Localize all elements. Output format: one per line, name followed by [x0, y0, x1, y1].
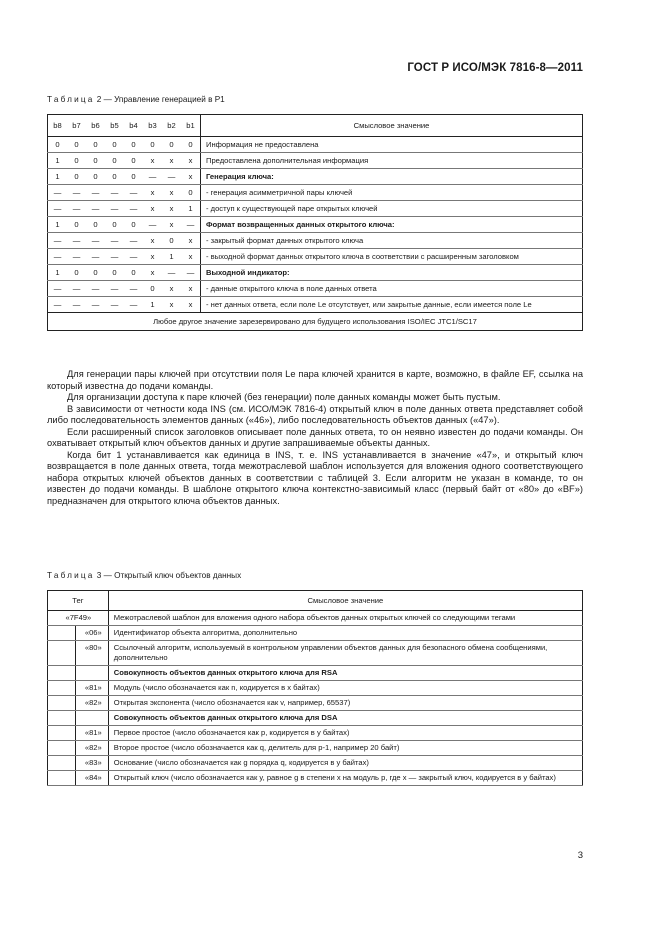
bit-cell: x	[143, 265, 162, 281]
bit-cell: —	[53, 300, 62, 309]
bit-cell: x	[162, 281, 181, 297]
control-table	[47, 114, 583, 331]
table-row	[48, 741, 583, 756]
table-row	[48, 169, 583, 185]
meaning-cell: Выходной индикатор:	[201, 265, 583, 281]
meaning-cell: - генерация асимметричной пары ключей	[201, 185, 583, 201]
bit-cell: 0	[86, 153, 105, 169]
bit-cell: 0	[86, 265, 105, 281]
bit-cell: —	[48, 281, 68, 297]
indent-spacer	[48, 681, 76, 696]
bit-cell: —	[67, 201, 86, 217]
bit-cell: 0	[124, 217, 143, 233]
meaning-cell: Совокупность объектов данных открытого ключа для RSA	[108, 666, 582, 681]
bit-cell: —	[105, 201, 124, 217]
indent-spacer	[48, 756, 76, 771]
paragraph: Когда бит 1 устанавливается как единица в INS, т. е. INS устанавливается в значение «47», и открытый ключ возвращается в поле данных ответа, тогда межотраслевой шаблон используется для вложения одного соответствующего набора открытых ключей объектов данных в соответствии с таблицей 3. Если алгоритм не указан в команде, то он известен до подачи команды. В шаблоне открытого ключа контекстно-зависимый класс (первый байт от «80» до «BF») предназначен для открытого ключа объектов данных.	[47, 449, 583, 506]
bit-cell: 0	[181, 137, 201, 153]
tag-cell: «82»	[76, 696, 109, 711]
meaning-cell: - закрытый формат данных открытого ключа	[201, 233, 583, 249]
bit-header: b4	[124, 115, 143, 137]
bit-cell: 0	[105, 217, 124, 233]
meaning-cell: Межотраслевой шаблон для вложения одного набора объектов данных открытых ключей со следующими тегами	[108, 611, 582, 626]
bit-cell: 0	[105, 169, 124, 185]
table-row	[48, 771, 583, 786]
bit-cell: —	[67, 185, 86, 201]
indent-spacer	[48, 696, 76, 711]
tag-cell: «81»	[76, 726, 109, 741]
bit-cell: —	[162, 265, 181, 281]
tag-cell: «81»	[76, 681, 109, 696]
bit-cell: —	[67, 281, 86, 297]
table2-caption-text: 2 — Управление генерацией в Р1	[96, 95, 225, 104]
bit-cell: 0	[86, 137, 105, 153]
bit-cell: 1	[181, 201, 201, 217]
bit-cell: —	[72, 300, 81, 309]
paragraph: Для организации доступа к паре ключей (без генерации) поле данных команды может быть пустым.	[67, 392, 501, 402]
meaning-cell: Основание (число обозначается как g порядка q, кодируется в y байтах)	[108, 756, 582, 771]
table3-caption-text: 3 — Открытый ключ объектов данных	[96, 571, 242, 580]
meaning-cell: Генерация ключа:	[201, 169, 583, 185]
table-row	[48, 666, 583, 681]
table-row	[48, 696, 583, 711]
tag-cell: «80»	[76, 641, 109, 666]
bit-cell: —	[143, 217, 162, 233]
table2-header-row	[48, 115, 583, 137]
bit-cell: —	[105, 185, 124, 201]
bit-cell: —	[91, 300, 100, 309]
table-row	[48, 641, 583, 666]
bit-cell: x	[181, 153, 201, 169]
bit-cell: —	[124, 233, 143, 249]
bit-cell: x	[162, 201, 181, 217]
bit-cell: x	[143, 201, 162, 217]
bit-cell: 0	[67, 137, 86, 153]
paragraph: Если расширенный список заголовков описывает поле данных ответа, то он неявно известен до подачи команды. Он охватывает открытый ключ объектов данных и другие запрашиваемые объекты данных.	[47, 426, 583, 448]
bit-header: b7	[67, 115, 86, 137]
bit-cell: x	[181, 169, 201, 185]
meaning-cell: Открытая экспонента (число обозначается как v, например, 65537)	[108, 696, 582, 711]
meaning-cell: Второе простое (число обозначается как q, делитель для p-1, например 20 байт)	[108, 741, 582, 756]
bit-cell: —	[48, 233, 68, 249]
bit-cell: x	[143, 233, 162, 249]
bit-cell: —	[124, 281, 143, 297]
bit-cell: 0	[162, 233, 181, 249]
bit-header: b3	[143, 115, 162, 137]
bit-cell: —	[143, 169, 162, 185]
bit-cell: —	[105, 249, 124, 265]
bit-cell: —	[67, 249, 86, 265]
bit-cell: —	[110, 300, 119, 309]
tag-cell: «7F49»	[48, 611, 109, 626]
bit-cell: —	[162, 169, 181, 185]
meaning-cell: Информация не предоставлена	[201, 137, 583, 153]
table2-footer-row	[48, 313, 583, 331]
bit-cell: 0	[48, 137, 68, 153]
table-row	[48, 681, 583, 696]
bit-header: b2	[162, 115, 181, 137]
meaning-cell: - нет данных ответа, если поле Le отсутствует, или закрытые данные, если имеется поле Le	[201, 297, 583, 313]
meaning-cell: Формат возвращенных данных открытого ключа:	[201, 217, 583, 233]
bit-cell: x	[188, 300, 193, 309]
bit-cell: 0	[105, 153, 124, 169]
bit-header: b1	[181, 115, 201, 137]
bit-cell: 0	[67, 153, 86, 169]
meaning-cell: Модуль (число обозначается как n, кодируется в x байтах)	[108, 681, 582, 696]
table-row	[48, 153, 583, 169]
bit-cell: 1	[48, 217, 68, 233]
bit-cell: 0	[86, 217, 105, 233]
table-row	[48, 201, 583, 217]
bit-cell: —	[48, 201, 68, 217]
table3-caption-word: Таблица	[47, 571, 95, 580]
tag-cell: «06»	[76, 626, 109, 641]
bit-header: b5	[105, 115, 124, 137]
document-header: ГОСТ Р ИСО/МЭК 7816-8—2011	[407, 62, 583, 74]
page-number: 3	[577, 850, 583, 861]
bit-cell: x	[143, 249, 162, 265]
public-key-table	[47, 590, 583, 786]
bit-cell: 0	[124, 265, 143, 281]
bit-cell: x	[181, 281, 201, 297]
bit-cell: x	[143, 185, 162, 201]
bit-cell: 1	[150, 300, 155, 309]
bit-cell: —	[86, 281, 105, 297]
meaning-cell: - доступ к существующей паре открытых ключей	[201, 201, 583, 217]
meaning-cell: - данные открытого ключа в поле данных ответа	[201, 281, 583, 297]
bit-cell: 0	[181, 185, 201, 201]
tag-cell	[76, 711, 109, 726]
reserved-note: Любое другое значение зарезервировано для будущего использования ISO/IEC JTC1/SC17	[48, 313, 583, 331]
bit-cell: 0	[67, 265, 86, 281]
tag-cell	[76, 666, 109, 681]
meaning-header: Смысловое значение	[108, 591, 582, 611]
bit-cell: —	[105, 281, 124, 297]
bit-cell: —	[86, 233, 105, 249]
meaning-header: Смысловое значение	[201, 115, 583, 137]
table3-caption	[47, 571, 241, 580]
meaning-cell: Открытый ключ (число обозначается как y, равное g в степени x на модуль p, где x — закрытый ключ, кодируется в y байтах)	[108, 771, 582, 786]
bit-cell: 1	[48, 169, 68, 185]
bit-cell: 0	[86, 169, 105, 185]
indent-spacer	[48, 666, 76, 681]
bit-cell: —	[48, 249, 68, 265]
bit-cell: x	[162, 153, 181, 169]
table-row	[48, 711, 583, 726]
bit-cell: x	[181, 233, 201, 249]
table-row	[48, 185, 583, 201]
tag-cell: «84»	[76, 771, 109, 786]
bit-cell: 0	[124, 137, 143, 153]
bit-cell: x	[181, 249, 201, 265]
bit-cell: x	[162, 185, 181, 201]
bit-cell: 0	[124, 153, 143, 169]
bit-cell: —	[124, 249, 143, 265]
table-row	[48, 217, 583, 233]
table-row	[48, 297, 583, 313]
body-text	[47, 369, 583, 507]
bit-cell: 0	[67, 169, 86, 185]
table-row	[48, 626, 583, 641]
table-row	[48, 249, 583, 265]
table-row	[48, 756, 583, 771]
bit-cell: —	[181, 265, 201, 281]
bit-cell: x	[169, 300, 174, 309]
bit-cell: —	[67, 233, 86, 249]
bit-cell: —	[86, 185, 105, 201]
table-row	[48, 137, 583, 153]
indent-spacer	[48, 726, 76, 741]
bit-cell: —	[86, 249, 105, 265]
meaning-cell: Ссылочный алгоритм, используемый в контрольном управлении объектов данных для безопасного обмена сообщениями, дополнительно	[108, 641, 582, 666]
table-row	[48, 265, 583, 281]
table-row	[48, 726, 583, 741]
bit-cell: 0	[162, 137, 181, 153]
bit-header: b8	[48, 115, 68, 137]
table3-header-row	[48, 591, 583, 611]
paragraph: Для генерации пары ключей при отсутствии поля Le пара ключей хранится в карте, возможно, в файле EF, ссылка на который известна до подачи команды.	[47, 369, 583, 391]
bit-cell: —	[129, 300, 138, 309]
indent-spacer	[48, 711, 76, 726]
tag-cell: «82»	[76, 741, 109, 756]
tag-cell: «83»	[76, 756, 109, 771]
bit-cell: x	[162, 217, 181, 233]
bit-cell: 1	[48, 153, 68, 169]
bit-cell: 1	[162, 249, 181, 265]
bit-cell: 0	[143, 281, 162, 297]
paragraph: В зависимости от четности кода INS (см. ИСО/МЭК 7816-4) открытый ключ в поле данных ответа представляет собой либо последовательность элементов данных («46»), либо последовательность объектов данных («47»).	[47, 403, 583, 425]
bit-cell: —	[105, 233, 124, 249]
bit-header: b6	[86, 115, 105, 137]
bit-cell: —	[86, 201, 105, 217]
bit-cell: 0	[143, 137, 162, 153]
bit-cell: 0	[67, 217, 86, 233]
table-row	[48, 611, 583, 626]
indent-spacer	[48, 626, 76, 641]
meaning-cell: Первое простое (число обозначается как p, кодируется в y байтах)	[108, 726, 582, 741]
meaning-cell: Совокупность объектов данных открытого ключа для DSA	[108, 711, 582, 726]
meaning-cell: - выходной формат данных открытого ключа в соответствии с расширенным заголовком	[201, 249, 583, 265]
indent-spacer	[48, 741, 76, 756]
bit-cell: x	[143, 153, 162, 169]
tag-header: Тег	[48, 591, 109, 611]
bit-cell: —	[124, 185, 143, 201]
table-row	[48, 281, 583, 297]
bit-cell: 0	[124, 169, 143, 185]
table2-caption-word: Таблица	[47, 95, 95, 104]
table-row	[48, 233, 583, 249]
bit-cell: 0	[105, 137, 124, 153]
bit-cell: —	[124, 201, 143, 217]
meaning-cell: Предоставлена дополнительная информация	[201, 153, 583, 169]
indent-spacer	[48, 771, 76, 786]
table2-caption	[47, 95, 225, 104]
bit-cell: 1	[48, 265, 68, 281]
bit-cell: 0	[105, 265, 124, 281]
indent-spacer	[48, 641, 76, 666]
bit-cell: —	[48, 185, 68, 201]
meaning-cell: Идентификатор объекта алгоритма, дополнительно	[108, 626, 582, 641]
bit-cell: —	[181, 217, 201, 233]
